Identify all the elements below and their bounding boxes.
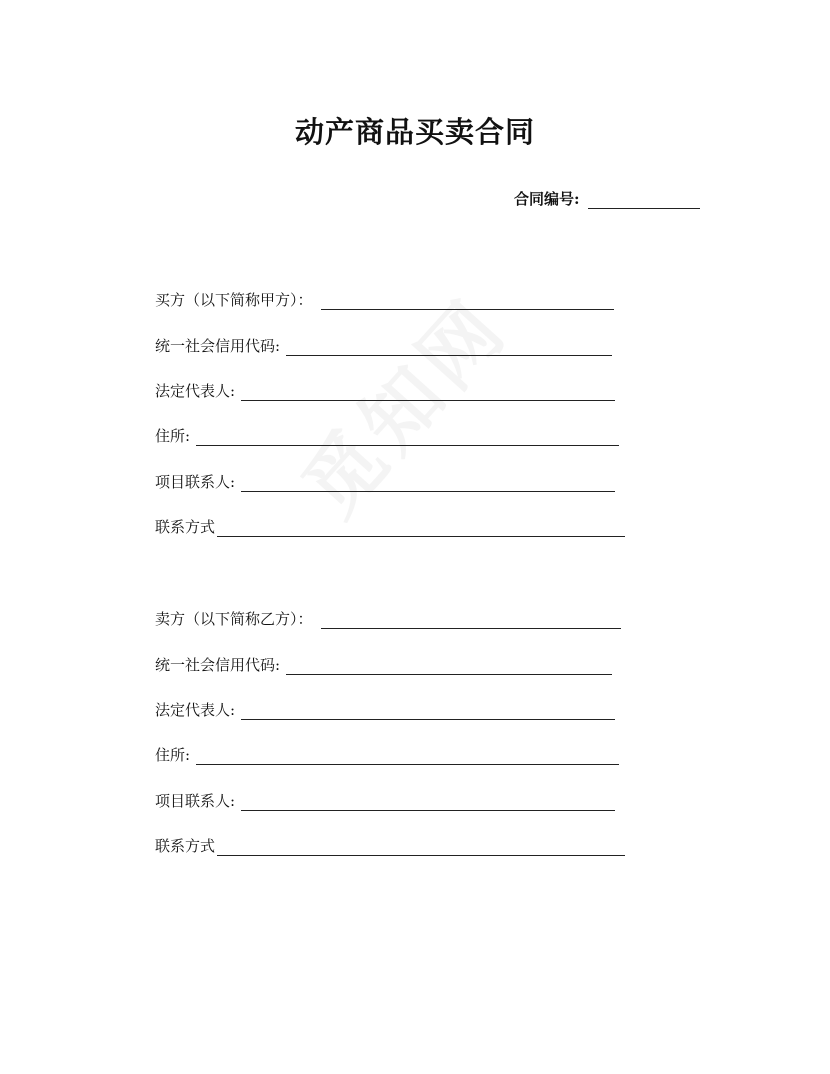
seller-contact-person-field: [155, 789, 615, 811]
seller-party-field: [155, 607, 621, 629]
seller-party-label: 卖方（以下简称乙方）：: [155, 610, 313, 628]
seller-contact-person-label: 项目联系人:: [155, 792, 236, 810]
seller-party-blank[interactable]: [321, 610, 621, 629]
buyer-address-label: 住所:: [155, 427, 191, 445]
buyer-contact-person-field: [155, 470, 615, 492]
page-title: 动产商品买卖合同: [294, 115, 535, 149]
seller-address-field: [155, 743, 619, 765]
seller-legal-rep-label: 法定代表人:: [155, 701, 236, 719]
seller-credit-code-field: [155, 653, 612, 675]
buyer-contact-method-label: 联系方式: [155, 518, 216, 536]
buyer-credit-code-blank[interactable]: [286, 337, 612, 356]
contract-number-label: 合同编号:: [514, 190, 580, 208]
seller-contact-person-blank[interactable]: [241, 792, 615, 811]
buyer-credit-code-label: 统一社会信用代码:: [155, 337, 281, 355]
seller-address-blank[interactable]: [196, 746, 619, 765]
seller-contact-method-blank[interactable]: [217, 837, 625, 856]
buyer-credit-code-field: [155, 334, 612, 356]
seller-legal-rep-blank[interactable]: [241, 701, 615, 720]
buyer-contact-person-label: 项目联系人:: [155, 473, 236, 491]
buyer-party-field: [155, 288, 614, 310]
buyer-contact-person-blank[interactable]: [241, 473, 615, 492]
seller-contact-method-field: [155, 834, 625, 856]
buyer-party-blank[interactable]: [321, 291, 614, 310]
buyer-contact-method-field: [155, 515, 625, 537]
seller-legal-rep-field: [155, 698, 615, 720]
buyer-legal-rep-field: [155, 379, 615, 401]
buyer-legal-rep-label: 法定代表人:: [155, 382, 236, 400]
seller-address-label: 住所:: [155, 746, 191, 764]
buyer-party-label: 买方（以下简称甲方）：: [155, 291, 313, 309]
buyer-contact-method-blank[interactable]: [217, 518, 625, 537]
seller-contact-method-label: 联系方式: [155, 837, 216, 855]
buyer-address-blank[interactable]: [196, 427, 619, 446]
buyer-address-field: [155, 424, 619, 446]
seller-credit-code-blank[interactable]: [286, 656, 612, 675]
seller-credit-code-label: 统一社会信用代码:: [155, 656, 281, 674]
contract-number-blank[interactable]: [588, 190, 700, 209]
contract-number-row: [514, 188, 700, 209]
buyer-legal-rep-blank[interactable]: [241, 382, 615, 401]
